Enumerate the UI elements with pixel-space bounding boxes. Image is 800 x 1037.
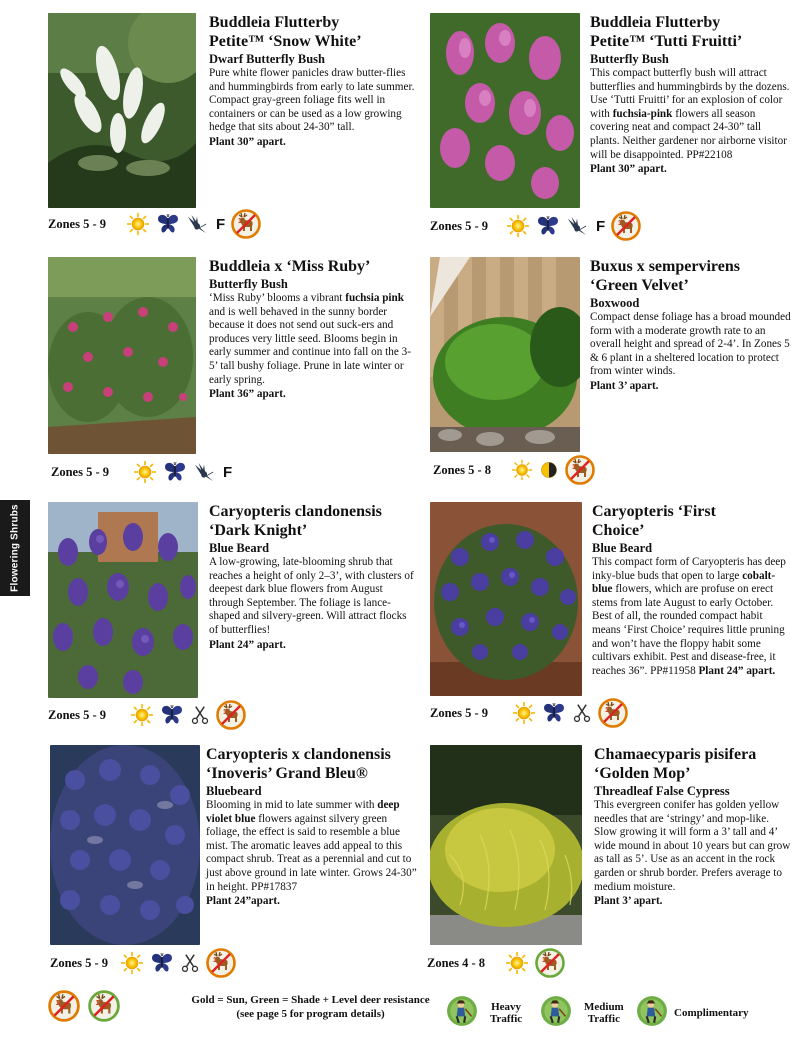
hummingbird-icon bbox=[566, 215, 588, 237]
butterfly-icon bbox=[163, 460, 187, 484]
fragrance-marker: F bbox=[596, 217, 606, 235]
plant-photo bbox=[430, 13, 580, 208]
hardiness-zones: Zones 5 - 9 bbox=[430, 218, 488, 233]
full-sun-icon bbox=[506, 214, 530, 238]
common-name: Threadleaf False Cypress bbox=[594, 784, 730, 798]
deer-resistance-icon bbox=[535, 948, 565, 978]
deer-resistance-icon bbox=[598, 698, 628, 728]
full-sun-icon bbox=[133, 460, 157, 484]
plant-description: This compact butterfly bush will attract butterflies and hummingbirds by the dozens. Use ‘Tutti Fruitti’ for an explosion of color with fuchsia-pink flowers all season covering neat and compact 24-30” tall plants. Neither gardener nor airborne visitor will be disappointed. PP#22108 bbox=[590, 67, 790, 161]
plant-description: This evergreen conifer has golden yellow needles that are ‘stringy’ and mop-like. Slow growing it will form a 3’ tall and 4’ wide mound in about 10 years but can grow as tall as 5’. Use as an accent in the rock garden or shrub border. Prefers average to medium moisture. bbox=[594, 799, 791, 893]
spacing-note: Plant 24”apart. bbox=[206, 895, 280, 908]
deer-resistance-legend bbox=[48, 990, 448, 1030]
common-name: Blue Beard bbox=[209, 541, 270, 555]
plant-description: Pure white flower panicles draw butter-flies and hummingbirds from early to late summer. Compact gray-green foliage fits well in containers or can be used as a low growing hedge that sits about 24-30” tall. bbox=[209, 67, 415, 134]
hardiness-zones: Zones 4 - 8 bbox=[427, 955, 485, 970]
section-tab-label: Flowering Shrubs bbox=[9, 504, 21, 592]
common-name: Boxwood bbox=[590, 296, 640, 310]
full-sun-icon bbox=[120, 951, 144, 975]
plant-title: Caryopteris clandonensis ‘Dark Knight’ bbox=[209, 503, 382, 539]
plant-entry-snow-white bbox=[48, 13, 418, 238]
spacing-note: Plant 3’ apart. bbox=[594, 895, 663, 908]
plant-photo bbox=[48, 502, 198, 698]
common-name: Butterfly Bush bbox=[209, 277, 288, 291]
plant-title: Caryopteris ‘First Choice’ bbox=[592, 503, 716, 539]
butterfly-icon bbox=[536, 214, 560, 238]
common-name: Dwarf Butterfly Bush bbox=[209, 52, 325, 66]
plant-entry-miss-ruby bbox=[48, 257, 418, 487]
medium-traffic-label: Medium Traffic bbox=[584, 1000, 624, 1025]
deer-resistance-icon bbox=[206, 948, 236, 978]
complimentary-icon bbox=[636, 995, 668, 1030]
legend-text: Gold = Sun, Green = Shade + Level deer resistance (see page 5 for program details) bbox=[191, 994, 430, 1020]
pruning-shears-icon bbox=[190, 705, 210, 725]
butterfly-icon bbox=[542, 701, 566, 725]
plant-entry-green-velvet bbox=[430, 257, 792, 487]
plant-entry-grand-bleu bbox=[50, 745, 420, 985]
plant-photo bbox=[50, 745, 200, 945]
butterfly-icon bbox=[150, 951, 174, 975]
attribute-row bbox=[48, 209, 267, 239]
hardiness-zones: Zones 5 - 9 bbox=[48, 216, 106, 231]
attribute-row bbox=[50, 948, 242, 978]
plant-description: Compact dense foliage has a broad mounded form with a moderate growth rate to an overall height and spread of 2-4’. In Zones 5 & 6 plant in a sheltered location to protect from winter winds. bbox=[590, 311, 791, 378]
plant-entry-first-choice bbox=[430, 502, 792, 734]
attribute-row bbox=[427, 948, 571, 978]
deer-resistance-icon bbox=[216, 700, 246, 730]
deer-resistance-sun-icon bbox=[48, 990, 80, 1022]
hummingbird-icon bbox=[193, 461, 215, 483]
plant-entry-dark-knight bbox=[48, 502, 418, 734]
plant-photo bbox=[430, 502, 582, 696]
deer-resistance-icon bbox=[611, 211, 641, 241]
fragrance-marker: F bbox=[223, 463, 233, 481]
hardiness-zones: Zones 5 - 9 bbox=[50, 955, 108, 970]
attribute-row bbox=[51, 457, 238, 487]
spacing-note: Plant 30” apart. bbox=[209, 135, 286, 148]
common-name: Bluebeard bbox=[206, 784, 262, 798]
plant-title: Buxus x sempervirens ‘Green Velvet’ bbox=[590, 258, 740, 294]
plant-title: Buddleia Flutterby Petite™ ‘Tutti Fruitti’ bbox=[590, 14, 743, 50]
plant-description: A low-growing, late-blooming shrub that reaches a height of only 2–3’, with clusters of deepest dark blue flowers from August through September. The foliage is lance-shaped and silvery-green. Will attract flocks of butterflies! bbox=[209, 556, 414, 636]
plant-description: ‘Miss Ruby’ blooms a vibrant fuchsia pink and is well behaved in the sunny border because it does not send out suck-ers and produces very little seed. Blooms begin in early summer and continue into fall on the 3-5’ tall bushy foliage. Prune in late winter or early spring. bbox=[209, 292, 411, 386]
spacing-note: Plant 3’ apart. bbox=[590, 379, 659, 392]
section-tab bbox=[0, 500, 30, 596]
pruning-shears-icon bbox=[180, 953, 200, 973]
hardiness-zones: Zones 5 - 9 bbox=[51, 464, 109, 479]
common-name: Butterfly Bush bbox=[590, 52, 669, 66]
deer-resistance-shade-icon bbox=[88, 990, 120, 1022]
plant-title: Buddleia Flutterby Petite™ ‘Snow White’ bbox=[209, 14, 362, 50]
plant-title: Buddleia x ‘Miss Ruby’ bbox=[209, 258, 371, 275]
full-sun-icon bbox=[511, 459, 533, 481]
plant-photo bbox=[48, 13, 196, 208]
hummingbird-icon bbox=[186, 213, 208, 235]
full-sun-icon bbox=[505, 951, 529, 975]
hardiness-zones: Zones 5 - 8 bbox=[433, 462, 491, 477]
hardiness-zones: Zones 5 - 9 bbox=[48, 707, 106, 722]
plant-description: Blooming in mid to late summer with deep violet blue flowers against silvery green foliage, the effect is said to resemble a blue mist. The aromatic leaves add appeal to this compact shrub. Treat as a perennial and cut to just above ground in late winter. Grows 24-30” in height. PP#17837 bbox=[206, 799, 417, 893]
plant-entry-tutti-fruitti bbox=[430, 13, 792, 243]
plant-photo bbox=[430, 745, 582, 945]
plant-photo bbox=[48, 257, 196, 454]
heavy-traffic-legend bbox=[446, 995, 522, 1030]
hardiness-zones: Zones 5 - 9 bbox=[430, 705, 488, 720]
heavy-traffic-label: Heavy Traffic bbox=[490, 1000, 523, 1025]
common-name: Blue Beard bbox=[592, 541, 653, 555]
full-sun-icon bbox=[512, 701, 536, 725]
heavy-traffic-icon bbox=[446, 995, 478, 1030]
deer-resistance-icon bbox=[231, 209, 261, 239]
full-sun-icon bbox=[126, 212, 150, 236]
medium-traffic-legend bbox=[540, 995, 624, 1030]
spacing-note: Plant 36” apart. bbox=[209, 388, 286, 401]
plant-entry-golden-mop bbox=[427, 745, 792, 985]
fragrance-marker: F bbox=[216, 215, 226, 233]
attribute-row bbox=[430, 698, 634, 728]
plant-title: Caryopteris x clandonensis ‘Inoveris’ Grand Bleu® bbox=[206, 746, 391, 782]
full-sun-icon bbox=[130, 703, 154, 727]
deer-resistance-icon bbox=[565, 455, 595, 485]
plant-title: Chamaecyparis pisifera ‘Golden Mop’ bbox=[594, 746, 757, 782]
spacing-note: Plant 24” apart. bbox=[209, 638, 286, 651]
complimentary-label: Complimentary bbox=[674, 1006, 749, 1019]
part-shade-icon bbox=[539, 460, 559, 480]
attribute-row bbox=[433, 455, 601, 485]
complimentary-legend bbox=[636, 995, 749, 1030]
pruning-shears-icon bbox=[572, 703, 592, 723]
spacing-note: Plant 30” apart. bbox=[590, 163, 667, 176]
butterfly-icon bbox=[160, 703, 184, 727]
attribute-row bbox=[430, 211, 647, 241]
butterfly-icon bbox=[156, 212, 180, 236]
plant-photo bbox=[430, 257, 580, 452]
attribute-row bbox=[48, 700, 252, 730]
plant-description: This compact form of Caryopteris has deep inky-blue buds that open to large cobalt-blue flowers, which are profuse on erect stems from late August to early October. Best of all, the rounded compact habit means ‘First Choice’ requires little pruning and won’t have the floppy habit some cultivars exhibit. Pest and disease-free, it reaches 36”. PP#11958 Plant 24” apart. bbox=[592, 556, 786, 677]
medium-traffic-icon bbox=[540, 995, 572, 1030]
